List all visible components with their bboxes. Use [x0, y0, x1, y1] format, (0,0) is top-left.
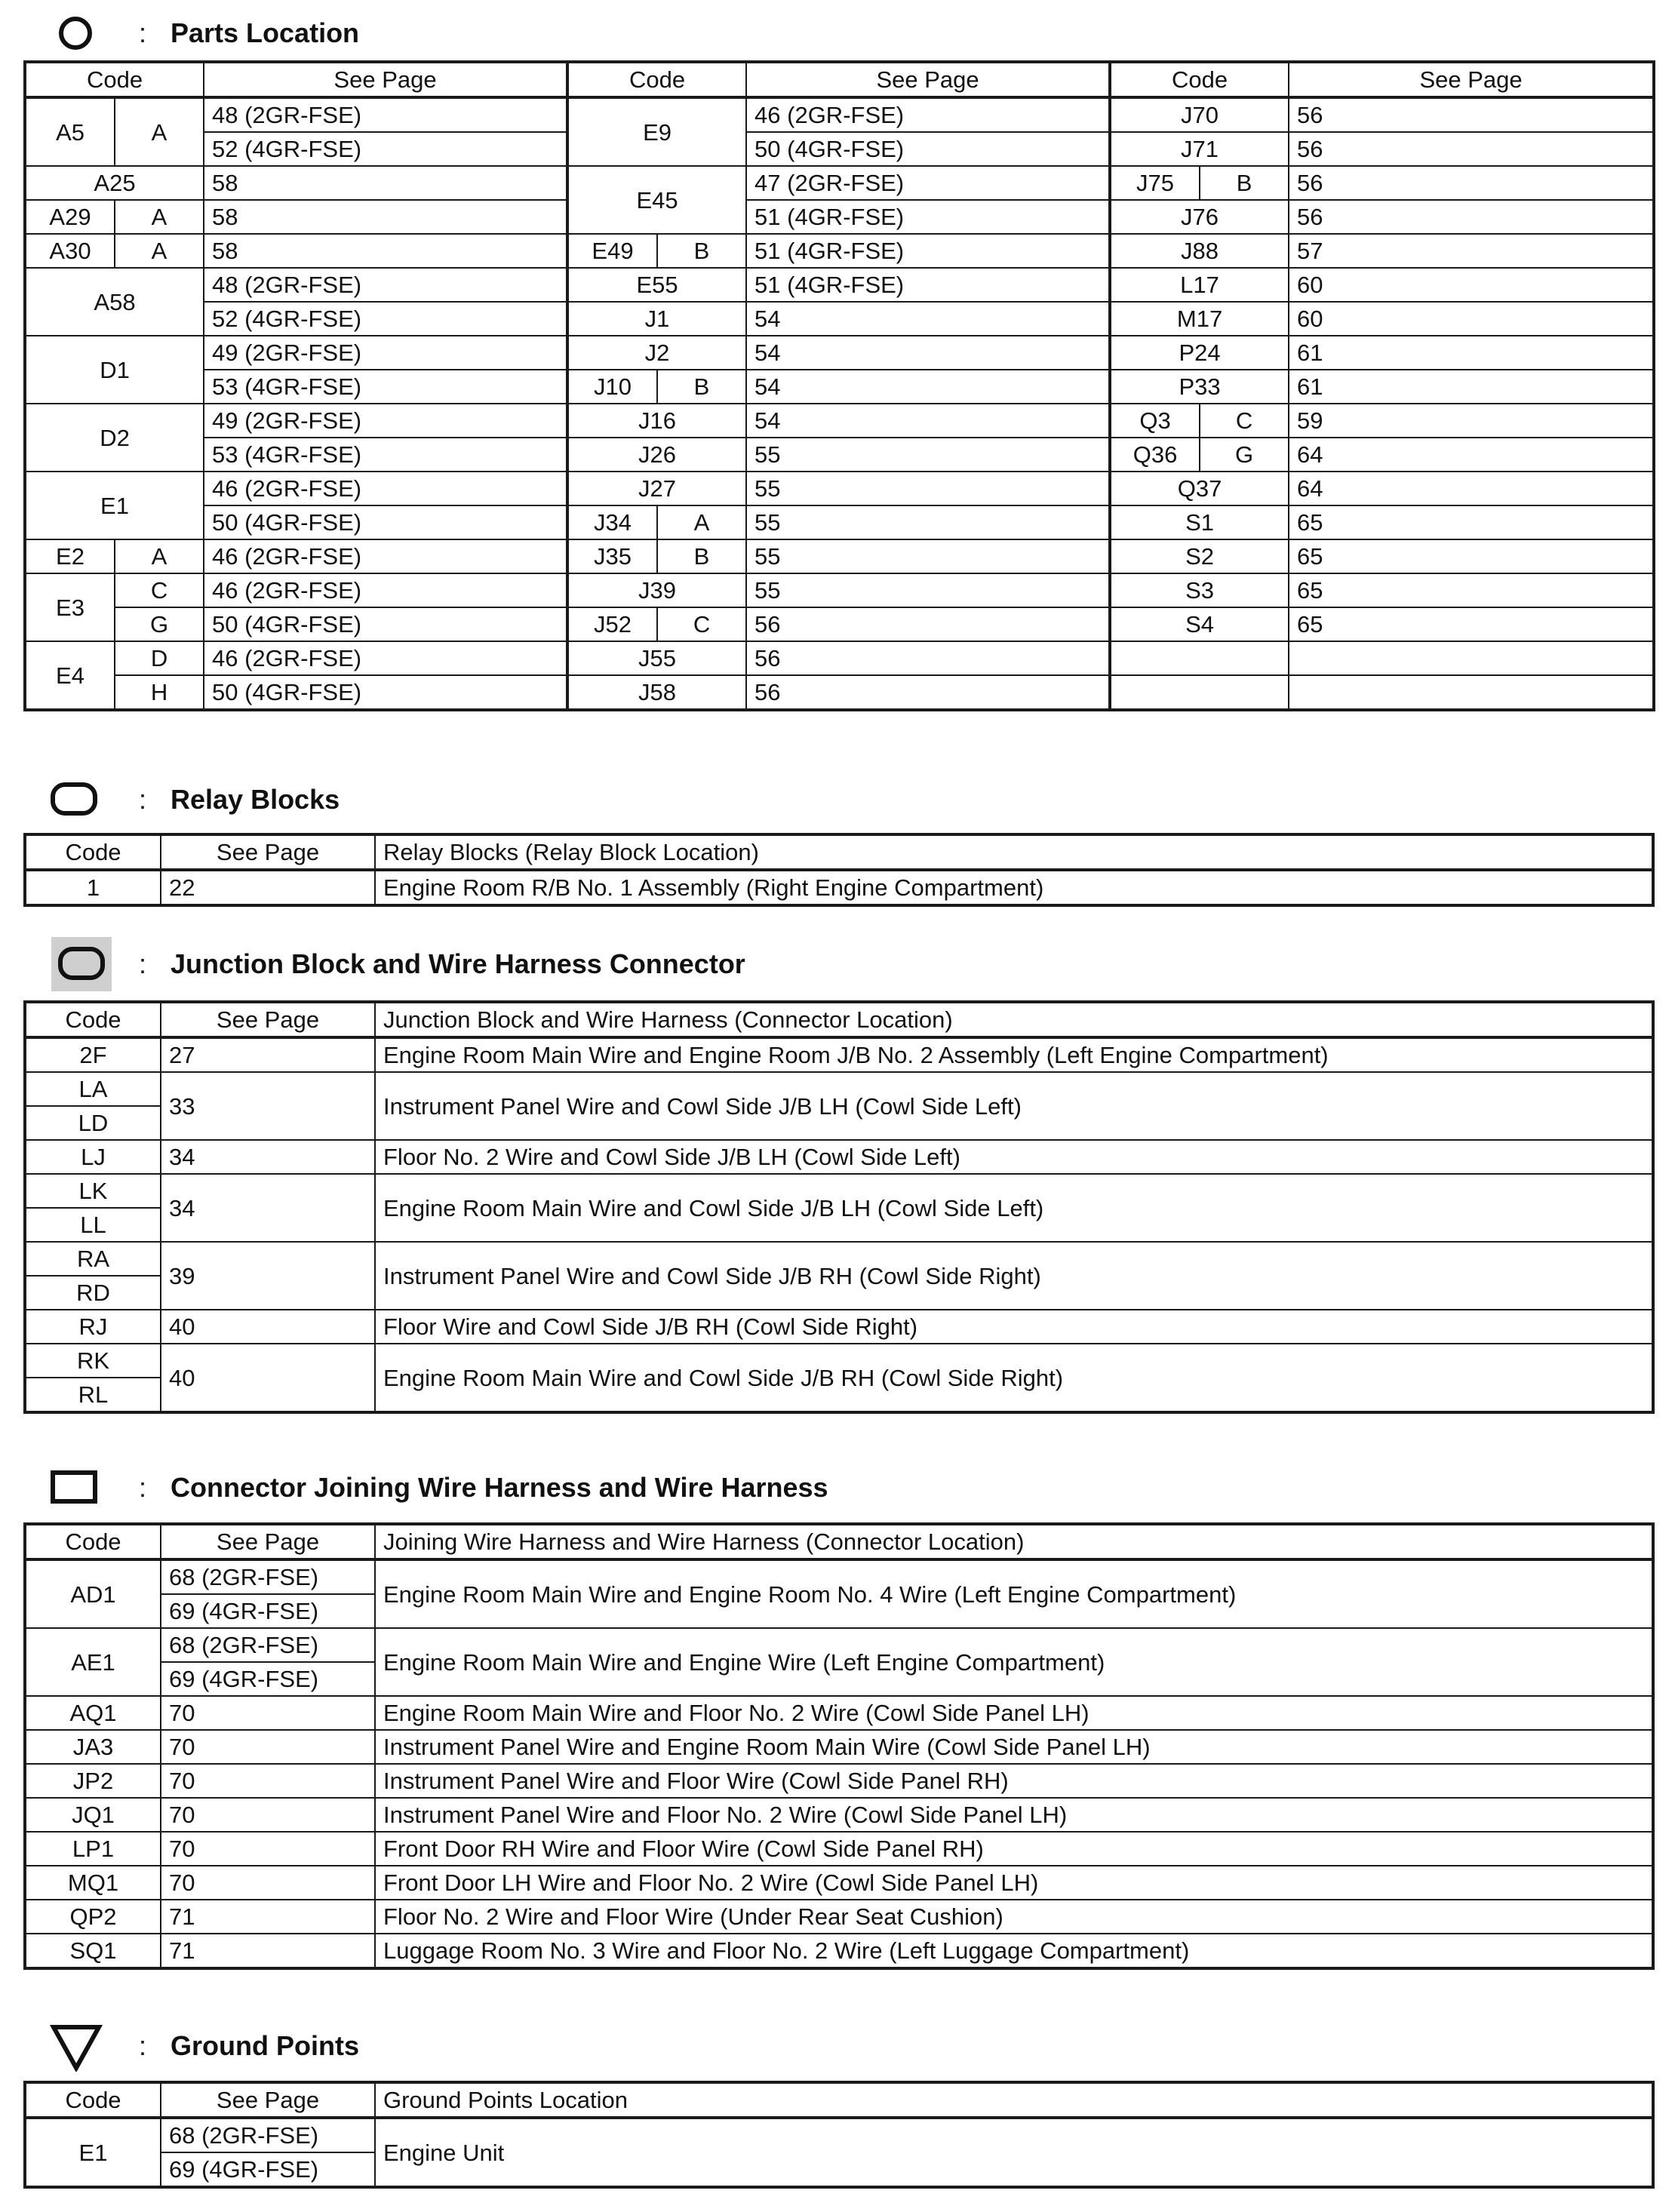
code-cell: A30 [25, 234, 115, 268]
code-cell: L17 [1110, 268, 1289, 302]
page-cell: 70 [161, 1696, 375, 1730]
description-cell: Engine Room Main Wire and Floor No. 2 Wire (Cowl Side Panel LH) [375, 1696, 1653, 1730]
page-cell: 56 [1289, 132, 1654, 166]
junction-block-table [23, 1000, 1655, 1414]
code-cell: E1 [25, 472, 204, 539]
code-cell: Q36 [1110, 438, 1200, 472]
connector-letter: H [115, 675, 204, 710]
page-cell: 34 [161, 1140, 375, 1174]
colon: : [139, 1472, 147, 1503]
page-cell: 70 [161, 1798, 375, 1832]
code-cell: S2 [1110, 539, 1289, 573]
description-cell: Instrument Panel Wire and Floor Wire (Cowl Side Panel RH) [375, 1764, 1653, 1798]
code-cell: E45 [567, 166, 746, 234]
page-cell: 46 (2GR-FSE) [204, 573, 567, 607]
table-row [25, 1832, 1653, 1866]
connector-letter: C [115, 573, 204, 607]
page-cell: 56 [746, 607, 1110, 641]
connector-letter: G [1200, 438, 1289, 472]
page-cell: 39 [161, 1242, 375, 1310]
table-row [25, 132, 1654, 166]
table-row [25, 675, 1654, 710]
connector-letter: C [1200, 404, 1289, 438]
table-row [25, 1798, 1653, 1832]
code-cell: RL [25, 1378, 161, 1412]
colon: : [139, 2030, 147, 2061]
empty-cell [1110, 675, 1289, 710]
code-cell: LK [25, 1174, 161, 1208]
description-cell: Floor No. 2 Wire and Floor Wire (Under Rear Seat Cushion) [375, 1900, 1653, 1934]
header-see-page: See Page [161, 834, 375, 870]
page-cell: 51 (4GR-FSE) [746, 268, 1110, 302]
ground-points-heading [0, 2016, 1678, 2076]
page-cell: 69 (4GR-FSE) [161, 2152, 375, 2187]
page-cell: 65 [1289, 505, 1654, 539]
connector-joining-heading [0, 1458, 1678, 1518]
header-see-page: See Page [161, 2082, 375, 2118]
page-cell: 68 (2GR-FSE) [161, 2118, 375, 2152]
table-row [25, 438, 1654, 472]
code-cell: J10 [567, 370, 657, 404]
connector-letter: B [657, 234, 746, 268]
code-cell: 1 [25, 870, 161, 905]
code-cell: J70 [1110, 97, 1289, 132]
connector-letter: D [115, 641, 204, 675]
table-row [25, 370, 1654, 404]
page-cell: 54 [746, 370, 1110, 404]
page-cell: 69 (4GR-FSE) [161, 1662, 375, 1696]
relay-blocks-table [23, 833, 1655, 907]
header-see-page: See Page [161, 1524, 375, 1559]
page-cell: 64 [1289, 472, 1654, 505]
code-cell: J52 [567, 607, 657, 641]
page-cell: 61 [1289, 336, 1654, 370]
code-cell: E4 [25, 641, 115, 710]
code-cell: RJ [25, 1310, 161, 1344]
code-cell: JA3 [25, 1730, 161, 1764]
code-cell: M17 [1110, 302, 1289, 336]
header-see-page: See Page [746, 62, 1110, 97]
code-cell: J34 [567, 505, 657, 539]
code-cell: J75 [1110, 166, 1200, 200]
connector-letter: A [115, 97, 204, 166]
table-row [25, 1764, 1653, 1798]
header-code: Code [25, 2082, 161, 2118]
table-row [25, 97, 1654, 132]
page-cell: 58 [204, 200, 567, 234]
code-cell: E1 [25, 2118, 161, 2187]
code-cell: AQ1 [25, 1696, 161, 1730]
code-cell: AE1 [25, 1628, 161, 1696]
page-cell: 70 [161, 1866, 375, 1900]
parts-location-table [23, 60, 1655, 711]
header-location: Joining Wire Harness and Wire Harness (Connector Location) [375, 1524, 1653, 1559]
empty-cell [1289, 641, 1654, 675]
table-header-row [25, 62, 1654, 97]
page-cell: 64 [1289, 438, 1654, 472]
page-cell: 50 (4GR-FSE) [204, 675, 567, 710]
page-cell: 55 [746, 472, 1110, 505]
page-cell: 46 (2GR-FSE) [204, 472, 567, 505]
code-cell: S3 [1110, 573, 1289, 607]
page-cell: 55 [746, 573, 1110, 607]
page-cell: 46 (2GR-FSE) [746, 97, 1110, 132]
page-cell: 56 [746, 675, 1110, 710]
parts-location-heading [0, 0, 1678, 60]
code-cell: QP2 [25, 1900, 161, 1934]
colon: : [139, 17, 147, 48]
code-cell: RA [25, 1242, 161, 1276]
description-cell: Front Door LH Wire and Floor No. 2 Wire (Cowl Side Panel LH) [375, 1866, 1653, 1900]
page-cell: 52 (4GR-FSE) [204, 302, 567, 336]
page-cell: 40 [161, 1344, 375, 1412]
page-cell: 55 [746, 438, 1110, 472]
description-cell: Front Door RH Wire and Floor Wire (Cowl Side Panel RH) [375, 1832, 1653, 1866]
description-cell: Luggage Room No. 3 Wire and Floor No. 2 Wire (Left Luggage Compartment) [375, 1934, 1653, 1968]
page-cell: 58 [204, 234, 567, 268]
page-cell: 71 [161, 1934, 375, 1968]
table-row [25, 1037, 1653, 1072]
table-row [25, 166, 1654, 200]
page-cell: 69 (4GR-FSE) [161, 1594, 375, 1628]
page-cell: 65 [1289, 607, 1654, 641]
connector-letter: G [115, 607, 204, 641]
description-cell: Instrument Panel Wire and Engine Room Main Wire (Cowl Side Panel LH) [375, 1730, 1653, 1764]
square-symbol-icon [50, 1470, 98, 1504]
description-cell: Engine Room Main Wire and Engine Room No. 4 Wire (Left Engine Compartment) [375, 1559, 1653, 1628]
page-cell: 57 [1289, 234, 1654, 268]
page-cell: 54 [746, 302, 1110, 336]
section-title: Relay Blocks [171, 784, 340, 815]
description-cell: Instrument Panel Wire and Cowl Side J/B RH (Cowl Side Right) [375, 1242, 1653, 1310]
page-cell: 50 (4GR-FSE) [204, 607, 567, 641]
description-cell: Engine Room Main Wire and Cowl Side J/B RH (Cowl Side Right) [375, 1344, 1653, 1412]
table-row [25, 539, 1654, 573]
header-code: Code [25, 1002, 161, 1037]
code-cell: J55 [567, 641, 746, 675]
page-cell: 70 [161, 1730, 375, 1764]
connector-letter: B [1200, 166, 1289, 200]
code-cell: RK [25, 1344, 161, 1378]
page-cell: 49 (2GR-FSE) [204, 336, 567, 370]
table-row [25, 1140, 1653, 1174]
section-title: Ground Points [171, 2030, 359, 2061]
page-cell: 22 [161, 870, 375, 905]
table-header-row [25, 834, 1653, 870]
description-cell: Engine Room Main Wire and Cowl Side J/B LH (Cowl Side Left) [375, 1174, 1653, 1242]
rounded-rect-symbol-icon [50, 782, 98, 816]
code-cell: E3 [25, 573, 115, 641]
table-row [25, 268, 1654, 302]
connector-letter: C [657, 607, 746, 641]
code-cell: RD [25, 1276, 161, 1310]
table-row [25, 607, 1654, 641]
code-cell: AD1 [25, 1559, 161, 1628]
table-row [25, 1730, 1653, 1764]
description-cell: Floor Wire and Cowl Side J/B RH (Cowl Side Right) [375, 1310, 1653, 1344]
connector-letter: A [657, 505, 746, 539]
page-cell: 47 (2GR-FSE) [746, 166, 1110, 200]
table-row [25, 1866, 1653, 1900]
code-cell: Q37 [1110, 472, 1289, 505]
code-cell: J88 [1110, 234, 1289, 268]
code-cell: E9 [567, 97, 746, 166]
table-row [25, 1628, 1653, 1662]
table-row [25, 1310, 1653, 1344]
colon: : [139, 784, 147, 815]
code-cell: MQ1 [25, 1866, 161, 1900]
table-row [25, 404, 1654, 438]
code-cell: E49 [567, 234, 657, 268]
table-row [25, 1242, 1653, 1276]
junction-block-heading [0, 935, 1678, 996]
table-row [25, 505, 1654, 539]
section-title: Parts Location [171, 17, 360, 48]
code-cell: J27 [567, 472, 746, 505]
page-cell: 68 (2GR-FSE) [161, 1559, 375, 1594]
code-cell: A5 [25, 97, 115, 166]
description-cell: Instrument Panel Wire and Cowl Side J/B LH (Cowl Side Left) [375, 1072, 1653, 1140]
connector-letter: A [115, 539, 204, 573]
code-cell: J76 [1110, 200, 1289, 234]
table-row [25, 336, 1654, 370]
code-cell: LP1 [25, 1832, 161, 1866]
table-row [25, 573, 1654, 607]
table-row [25, 200, 1654, 234]
code-cell: A58 [25, 268, 204, 336]
code-cell: P24 [1110, 336, 1289, 370]
empty-cell [1289, 675, 1654, 710]
page-cell: 27 [161, 1037, 375, 1072]
description-cell: Engine Room Main Wire and Engine Room J/B No. 2 Assembly (Left Engine Compartment) [375, 1037, 1653, 1072]
code-cell: S1 [1110, 505, 1289, 539]
page-cell: 34 [161, 1174, 375, 1242]
description-cell: Engine Room Main Wire and Engine Wire (Left Engine Compartment) [375, 1628, 1653, 1696]
page-cell: 56 [746, 641, 1110, 675]
page-cell: 40 [161, 1310, 375, 1344]
table-row [25, 1696, 1653, 1730]
page-cell: 48 (2GR-FSE) [204, 268, 567, 302]
table-row [25, 302, 1654, 336]
table-row [25, 1174, 1653, 1208]
description-cell: Floor No. 2 Wire and Cowl Side J/B LH (Cowl Side Left) [375, 1140, 1653, 1174]
table-header-row [25, 1524, 1653, 1559]
code-cell: D2 [25, 404, 204, 472]
page-cell: 70 [161, 1764, 375, 1798]
page-cell: 48 (2GR-FSE) [204, 97, 567, 132]
code-cell: JP2 [25, 1764, 161, 1798]
table-row [25, 1344, 1653, 1378]
page-cell: 61 [1289, 370, 1654, 404]
ground-points-table [23, 2081, 1655, 2189]
section-title: Junction Block and Wire Harness Connector [171, 948, 745, 979]
page-cell: 50 (4GR-FSE) [204, 505, 567, 539]
relay-blocks-heading [0, 770, 1678, 830]
table-row [25, 1072, 1653, 1106]
code-cell: J39 [567, 573, 746, 607]
page-cell: 51 (4GR-FSE) [746, 200, 1110, 234]
description-cell: Engine Unit [375, 2118, 1653, 2187]
code-cell: LJ [25, 1140, 161, 1174]
description-cell: Instrument Panel Wire and Floor No. 2 Wire (Cowl Side Panel LH) [375, 1798, 1653, 1832]
table-row [25, 870, 1653, 905]
page-cell: 65 [1289, 573, 1654, 607]
code-cell: J71 [1110, 132, 1289, 166]
header-code: Code [25, 1524, 161, 1559]
table-row [25, 1934, 1653, 1968]
connector-letter: B [657, 539, 746, 573]
table-row [25, 1559, 1653, 1594]
page-cell: 65 [1289, 539, 1654, 573]
page-cell: 53 (4GR-FSE) [204, 438, 567, 472]
header-see-page: See Page [1289, 62, 1654, 97]
code-cell: E2 [25, 539, 115, 573]
page-cell: 54 [746, 404, 1110, 438]
code-cell: E55 [567, 268, 746, 302]
triangle-symbol-icon [50, 2023, 103, 2072]
table-row [25, 641, 1654, 675]
table-row [25, 234, 1654, 268]
description-cell: Engine Room R/B No. 1 Assembly (Right Engine Compartment) [375, 870, 1653, 905]
header-location: Relay Blocks (Relay Block Location) [375, 834, 1653, 870]
code-cell: J16 [567, 404, 746, 438]
page-cell: 49 (2GR-FSE) [204, 404, 567, 438]
shaded-rounded-rect-symbol-icon [50, 935, 113, 993]
header-see-page: See Page [161, 1002, 375, 1037]
section-title: Connector Joining Wire Harness and Wire Harness [171, 1472, 828, 1503]
page-cell: 46 (2GR-FSE) [204, 539, 567, 573]
page-cell: 50 (4GR-FSE) [746, 132, 1110, 166]
page-cell: 51 (4GR-FSE) [746, 234, 1110, 268]
header-code: Code [1110, 62, 1289, 97]
code-cell: J58 [567, 675, 746, 710]
header-code: Code [25, 62, 204, 97]
page-cell: 58 [204, 166, 567, 200]
table-row [25, 472, 1654, 505]
code-cell: 2F [25, 1037, 161, 1072]
code-cell: J35 [567, 539, 657, 573]
code-cell: Q3 [1110, 404, 1200, 438]
page-cell: 56 [1289, 97, 1654, 132]
code-cell: JQ1 [25, 1798, 161, 1832]
page-cell: 56 [1289, 200, 1654, 234]
code-cell: J26 [567, 438, 746, 472]
page-cell: 59 [1289, 404, 1654, 438]
connector-joining-table [23, 1522, 1655, 1970]
code-cell: LL [25, 1208, 161, 1242]
header-location: Ground Points Location [375, 2082, 1653, 2118]
page-cell: 71 [161, 1900, 375, 1934]
page-cell: 60 [1289, 268, 1654, 302]
colon: : [139, 948, 147, 979]
page-cell: 68 (2GR-FSE) [161, 1628, 375, 1662]
page-cell: 56 [1289, 166, 1654, 200]
page-cell: 55 [746, 539, 1110, 573]
page-cell: 52 (4GR-FSE) [204, 132, 567, 166]
code-cell: A25 [25, 166, 204, 200]
code-cell: LD [25, 1106, 161, 1140]
code-cell: J1 [567, 302, 746, 336]
code-cell: D1 [25, 336, 204, 404]
code-cell: LA [25, 1072, 161, 1106]
page-cell: 46 (2GR-FSE) [204, 641, 567, 675]
header-location: Junction Block and Wire Harness (Connector Location) [375, 1002, 1653, 1037]
code-cell: P33 [1110, 370, 1289, 404]
page-cell: 33 [161, 1072, 375, 1140]
header-code: Code [25, 834, 161, 870]
table-row [25, 2118, 1653, 2152]
page-cell: 53 (4GR-FSE) [204, 370, 567, 404]
table-header-row [25, 2082, 1653, 2118]
table-header-row [25, 1002, 1653, 1037]
empty-cell [1110, 641, 1289, 675]
table-row [25, 1900, 1653, 1934]
code-cell: A29 [25, 200, 115, 234]
connector-letter: B [657, 370, 746, 404]
connector-letter: A [115, 234, 204, 268]
page-cell: 54 [746, 336, 1110, 370]
code-cell: S4 [1110, 607, 1289, 641]
code-cell: SQ1 [25, 1934, 161, 1968]
page-cell: 55 [746, 505, 1110, 539]
page-cell: 70 [161, 1832, 375, 1866]
page-cell: 60 [1289, 302, 1654, 336]
code-cell: J2 [567, 336, 746, 370]
header-code: Code [567, 62, 746, 97]
header-see-page: See Page [204, 62, 567, 97]
circle-symbol-icon [57, 15, 94, 51]
connector-letter: A [115, 200, 204, 234]
